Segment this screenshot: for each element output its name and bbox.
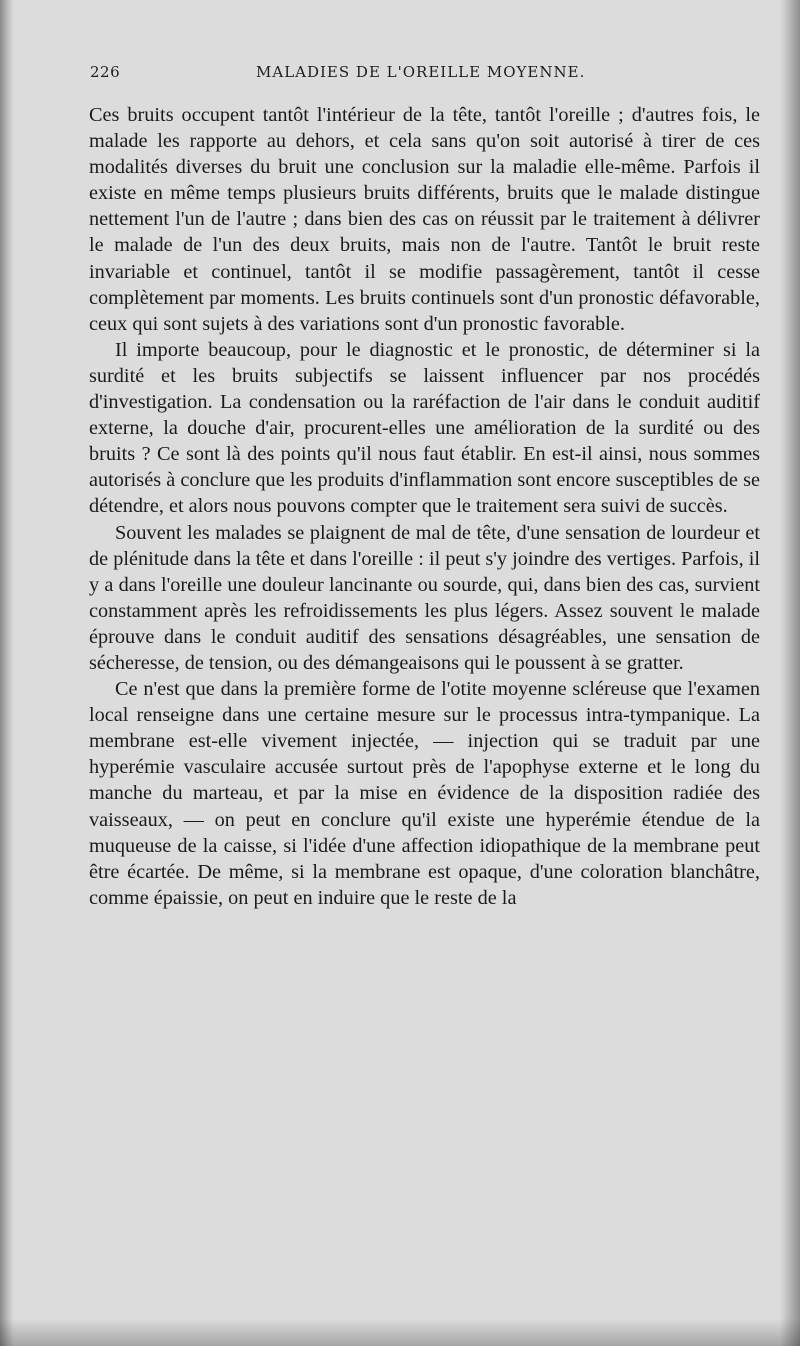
page-bottom-shadow: [0, 1318, 800, 1346]
body-text: [89, 102, 760, 911]
paragraph-3: Souvent les malades se plaignent de mal de tête, d'une sensation de lourdeur et de plénitude dans la tête et dans l'oreille : il peut s'y joindre des vertiges. Parfois, il y a dans l'oreille une douleur lancinante ou sourde, qui, dans bien des cas, survient constamment après les refroidissements les plus légers. Assez souvent le malade éprouve dans le conduit auditif des sensations désagréables, une sensation de sécheresse, de tension, ou des démangeaisons qui le poussent à se gratter.: [89, 521, 760, 674]
running-title: MALADIES DE L'OREILLE MOYENNE.: [256, 63, 586, 81]
running-header: [90, 63, 770, 87]
page-edge-shadow: [780, 0, 800, 1346]
page-number: 226: [90, 63, 121, 81]
paragraph-1: Ces bruits occupent tantôt l'intérieur de la tête, tantôt l'oreille ; d'autres fois, le malade les rapporte au dehors, et cela sans qu'on soit autorisé à tirer de ces modalités diverses du bruit une conclusion sur la maladie elle-même. Parfois il existe en même temps plusieurs bruits différents, bruits que le malade distingue nettement l'un de l'autre ; dans bien des cas on réussit par le traitement à délivrer le malade de l'un des deux bruits, mais non de l'autre. Tantôt le bruit reste invariable et continuel, tantôt il se modifie passagèrement, tantôt il cesse complètement par moments. Les bruits continuels sont d'un pronostic défavorable, ceux qui sont sujets à des variations sont d'un pronostic favorable.: [89, 104, 760, 335]
paragraph-2: Il importe beaucoup, pour le diagnostic et le pronostic, de déterminer si la surdité et les bruits subjectifs se laissent influencer par nos procédés d'investigation. La condensation ou la raréfaction de l'air dans le conduit auditif externe, la douche d'air, procurent-elles une amélioration de la surdité ou des bruits ? Ce sont là des points qu'il nous faut établir. En est-il ainsi, nous sommes autorisés à conclure que les produits d'inflammation sont encore susceptibles de se détendre, et alors nous pouvons compter que le traitement sera suivi de succès.: [89, 338, 760, 518]
page-binding-edge: [0, 0, 14, 1346]
paragraph-4: Ce n'est que dans la première forme de l'otite moyenne scléreuse que l'examen local renseigne dans une certaine mesure sur le processus intra-tympanique. La membrane est-elle vivement injectée, — injection qui se traduit par une hyperémie vasculaire accusée surtout près de l'apophyse externe et le long du manche du marteau, et par la mise en évidence de la disposition radiée des vaisseaux, — on peut en conclure qu'il existe une hyperémie étendue de la muqueuse de la caisse, si l'idée d'une affection idiopathique de la membrane peut être écartée. De même, si la membrane est opaque, d'une coloration blanchâtre, comme épaissie, on peut en induire que le reste de la: [89, 678, 760, 909]
